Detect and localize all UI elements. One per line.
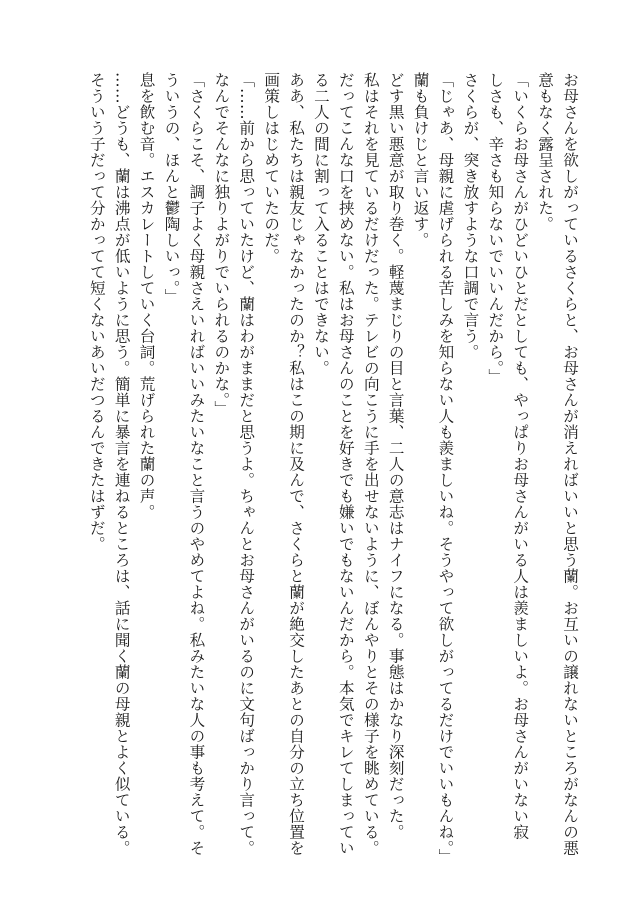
text-line: なんでそんなに独りよがりでいられるのかな。」 bbox=[212, 72, 231, 417]
text-line: る二人の間に割って入ることはできない。 bbox=[311, 72, 330, 376]
text-line: 私はそれを見ているだけだった。テレビの向こうに手を出せないように、ぼんやりとその様子を眺めている。 bbox=[361, 72, 380, 856]
text-line: ういうの、ほんと鬱陶しいっ。」 bbox=[162, 72, 181, 305]
text-line: 息を飲む音。エスカレートしていく台詞。荒げられた蘭の声。 bbox=[137, 72, 156, 520]
text-line: 「……前から思っていたけど、蘭はわがままだと思うよ。ちゃんとお母さんがいるのに文句ばっかり言って。 bbox=[237, 72, 256, 856]
text-line: ああ、私たちは親友じゃなかったのか？私はこの期に及んで、さくらと蘭が絶交したあとの自分の立ち位置を bbox=[287, 72, 306, 856]
text-line: 蘭も負けじと言い返す。 bbox=[411, 72, 430, 248]
text-line: 「いくらお母さんがひどいひとだとしても、やっぱりお母さんがいる人は羨ましいよ。お母さんがいない寂 bbox=[511, 72, 530, 840]
text-line: しさも、辛さも知らないでいいんだから。」 bbox=[486, 72, 505, 385]
text-line: 「さくらこそ、調子よく母親さえいればいいみたいなこと言うのやめてよね。私みたいな人の事も考えて。そ bbox=[187, 72, 206, 856]
text-line: 画策しはじめていたのだ。 bbox=[262, 72, 281, 264]
text-line: さくらが、突き放すような口調で言う。 bbox=[461, 72, 480, 360]
text-line: ……どうも、蘭は沸点が低いように思う。簡単に暴言を連ねるところは、話に聞く蘭の母親とよく似ている。 bbox=[112, 72, 131, 856]
text-line: そういう子だって分かってて短くないあいだつるんできたはずだ。 bbox=[87, 72, 106, 552]
text-line: お母さんを欲しがっているさくらと、お母さんが消えればいいと思う蘭。お互いの譲れないところがなんの悪 bbox=[561, 72, 579, 856]
vertical-text-block bbox=[84, 72, 582, 865]
text-line: 「じゃあ、母親に虐げられる苦しみを知らない人も羨ましいね。そうやって欲しがってるだけでいいもんね。」 bbox=[436, 72, 455, 865]
text-line: どす黒い悪意が取り巻く。軽蔑まじりの目と言葉、二人の意志はナイフになる。事態はかなり深刻だった。 bbox=[386, 72, 405, 840]
text-line: 意もなく露呈された。 bbox=[536, 72, 555, 232]
text-line: だってこんな口を挟めない。私はお母さんのことを好きでも嫌いでもないんだから。本気でキレてしまってい bbox=[336, 72, 355, 856]
